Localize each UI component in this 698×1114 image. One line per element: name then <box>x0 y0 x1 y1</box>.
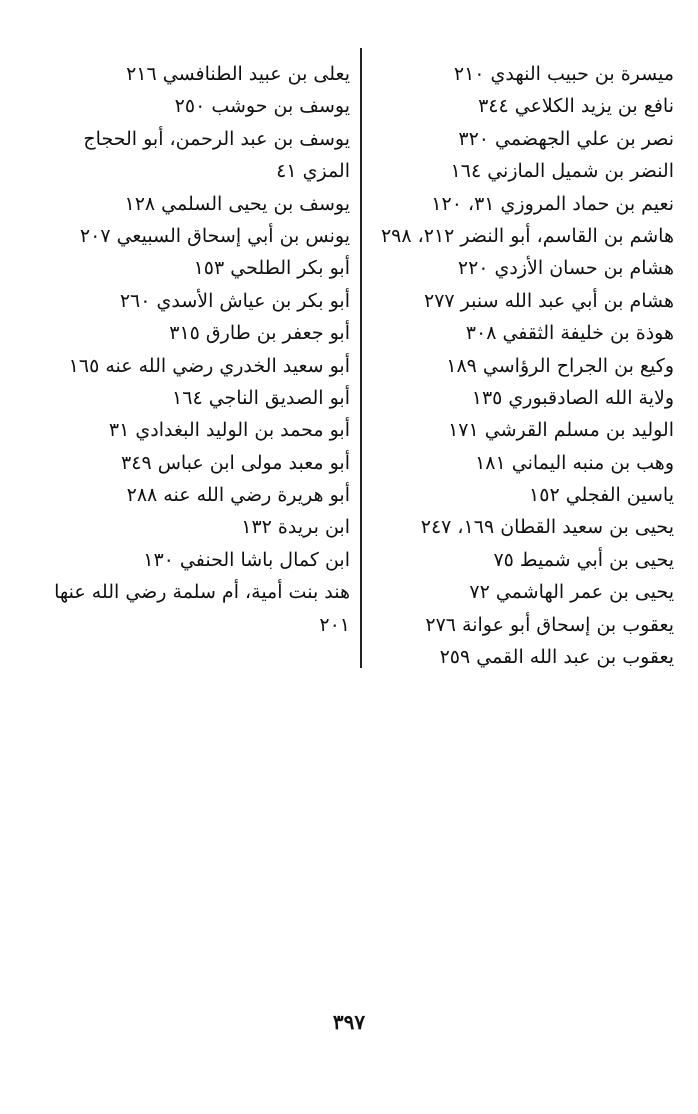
index-entry: هشام بن حسان الأزدي ٢٢٠ <box>457 257 674 280</box>
index-entry: ٢٠١ <box>319 613 350 636</box>
index-entry: نعيم بن حماد المروزي ٣١، ١٢٠ <box>431 192 674 215</box>
index-entry: أبو جعفر بن طارق ٣١٥ <box>169 322 350 345</box>
index-entry: يوسف بن يحيى السلمي ١٢٨ <box>124 192 350 215</box>
index-entry: يعقوب بن عبد الله القمي ٢٥٩ <box>439 646 674 669</box>
index-entry: ابن بريدة ١٣٢ <box>241 516 350 539</box>
index-entry: هند بنت أمية، أم سلمة رضي الله عنها <box>54 581 350 604</box>
index-entry: ابن كمال باشا الحنفي ١٣٠ <box>143 548 350 571</box>
index-entry: يعلى بن عبيد الطنافسي ٢١٦ <box>126 63 350 85</box>
index-entry: ولاية الله الصادقبوري ١٣٥ <box>471 386 674 409</box>
index-entry: وهب بن منبه اليماني ١٨١ <box>475 451 674 474</box>
index-entry: أبو بكر الطلحي ١٥٣ <box>193 257 350 280</box>
index-entry: يونس بن أبي إسحاق السبيعي ٢٠٧ <box>79 224 350 247</box>
index-entry: يحيى بن أبي شميط ٧٥ <box>493 548 674 571</box>
column-divider <box>360 48 362 668</box>
index-entry: يوسف بن عبد الرحمن، أبو الحجاج <box>83 127 350 150</box>
index-entry: وكيع بن الجراح الرؤاسي ١٨٩ <box>446 354 674 377</box>
index-column-right <box>356 58 674 673</box>
index-entry: ميسرة بن حبيب النهدي ٢١٠ <box>453 63 674 85</box>
index-entry: أبو الصديق الناجي ١٦٤ <box>172 386 350 409</box>
index-entry: هوذة بن خليفة الثقفي ٣٠٨ <box>465 322 674 345</box>
index-entry: هاشم بن القاسم، أبو النضر ٢١٢، ٢٩٨ <box>380 224 674 247</box>
index-entry: نافع بن يزيد الكلاعي ٣٤٤ <box>478 95 674 118</box>
index-entry: هشام بن أبي عبد الله سنبر ٢٧٧ <box>424 289 674 312</box>
index-entry: ياسين الفجلي ١٥٢ <box>529 484 674 507</box>
index-entry: الوليد بن مسلم القرشي ١٧١ <box>448 419 674 442</box>
index-entry: أبو محمد بن الوليد البغدادي ٣١ <box>108 419 350 442</box>
page-number: ٣٩٧ <box>332 1010 366 1034</box>
index-entry: يوسف بن حوشب ٢٥٠ <box>174 95 350 118</box>
index-entry: نصر بن علي الجهضمي ٣٢٠ <box>458 127 674 150</box>
index-entry: المزي ٤١ <box>276 160 350 183</box>
index-entry: أبو بكر بن عياش الأسدي ٢٦٠ <box>119 289 350 312</box>
index-entry: يحيى بن عمر الهاشمي ٧٢ <box>469 581 674 604</box>
index-entry: يعقوب بن إسحاق أبو عوانة ٢٧٦ <box>425 613 674 636</box>
index-column-left <box>32 58 350 641</box>
index-entry: أبو هريرة رضي الله عنه ٢٨٨ <box>126 484 350 507</box>
index-entry: أبو سعيد الخدري رضي الله عنه ١٦٥ <box>68 354 350 377</box>
index-entry: النضر بن شميل المازني ١٦٤ <box>450 160 674 183</box>
index-entry: أبو معبد مولى ابن عباس ٣٤٩ <box>121 451 350 474</box>
index-entry: يحيى بن سعيد القطان ١٦٩، ٢٤٧ <box>420 516 674 539</box>
